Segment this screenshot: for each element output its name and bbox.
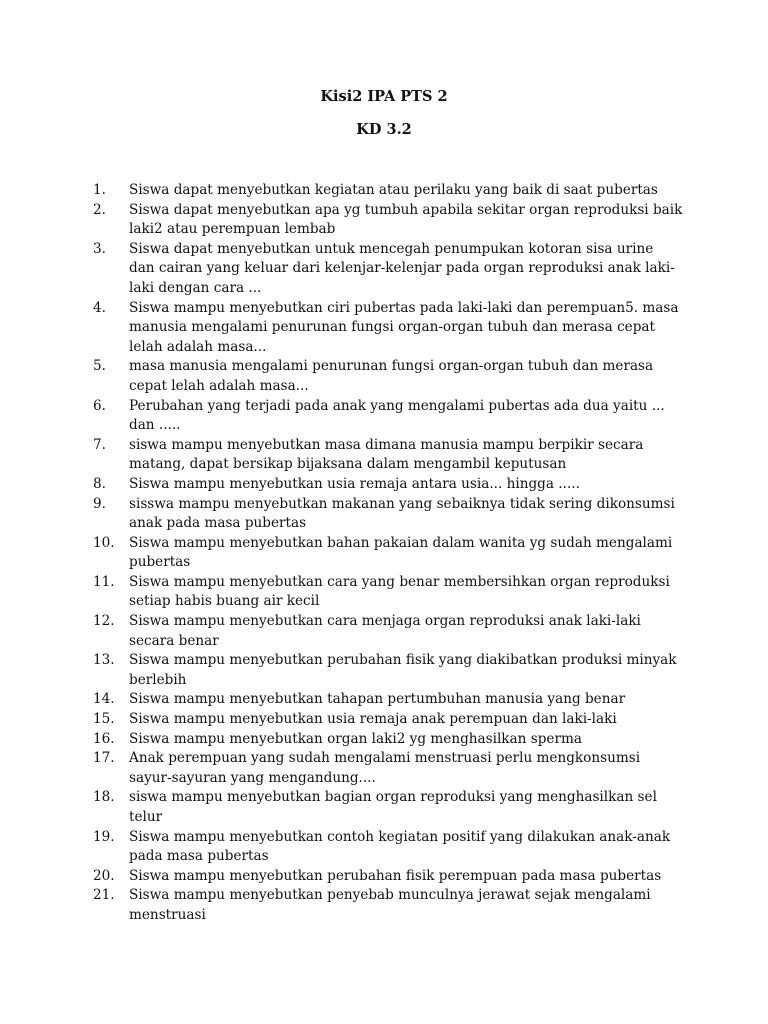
item-number: 21. — [93, 887, 115, 904]
item-text: siswa mampu menyebutkan masa dimana manusia mampu berpikir secara matang, dapat bersikap bijaksana dalam mengambil keputusan — [129, 436, 644, 473]
item-number: 19. — [93, 828, 115, 845]
item-text: Siswa dapat menyebutkan apa yg tumbuh apabila sekitar organ reproduksi baik laki2 atau perempuan lembab — [129, 201, 683, 238]
item-text: Siswa dapat menyebutkan kegiatan atau perilaku yang baik di saat pubertas — [129, 182, 658, 198]
item-number: 7. — [93, 436, 106, 453]
list-item — [93, 573, 683, 612]
item-number: 15. — [93, 711, 115, 728]
item-text: Siswa mampu menyebutkan perubahan fisik yang diakibatkan produksi minyak berlebih — [129, 652, 677, 688]
item-text: Siswa mampu menyebutkan ciri pubertas pada laki-laki dan perempuan5. masa manusia mengalami penurunan fungsi organ-organ tubuh dan merasa cepat lelah adalah masa... — [129, 299, 679, 355]
list-item — [93, 475, 683, 495]
item-number: 2. — [93, 201, 106, 218]
item-text: Siswa mampu menyebutkan usia remaja antara usia... hingga ..... — [129, 475, 580, 492]
list-item — [93, 749, 683, 788]
item-text: Siswa mampu menyebutkan tahapan pertumbuhan manusia yang benar — [129, 691, 626, 708]
item-number: 5. — [93, 358, 106, 375]
list-item — [93, 299, 683, 358]
list-item — [93, 436, 683, 475]
item-text: Siswa mampu menyebutkan contoh kegiatan positif yang dilakukan anak-anak pada masa pubertas — [129, 828, 671, 865]
item-number: 6. — [93, 397, 106, 414]
item-text: Siswa mampu menyebutkan organ laki2 yg menghasilkan sperma — [129, 730, 582, 747]
item-text: siswa mampu menyebutkan bagian organ reproduksi yang menghasilkan sel telur — [129, 789, 657, 825]
item-text: Siswa mampu menyebutkan usia remaja anak perempuan dan laki-laki — [129, 711, 617, 728]
title-text: Kisi2 IPA PTS 2 — [320, 88, 448, 105]
item-number: 14. — [93, 691, 115, 708]
page-subtitle — [0, 120, 768, 140]
item-number: 12. — [93, 613, 115, 630]
item-text: Perubahan yang terjadi pada anak yang mengalami pubertas ada dua yaitu ... dan ..... — [129, 397, 665, 434]
list-item — [93, 886, 683, 925]
item-number: 10. — [93, 534, 115, 551]
list-item — [93, 828, 683, 867]
item-text: Siswa mampu menyebutkan cara menjaga organ reproduksi anak laki-laki secara benar — [129, 613, 641, 649]
item-number: 20. — [93, 867, 115, 884]
item-text: sisswa mampu menyebutkan makanan yang sebaiknya tidak sering dikonsumsi anak pada masa pubertas — [129, 495, 675, 532]
item-text: masa manusia mengalami penurunan fungsi organ-organ tubuh dan merasa cepat lelah adalah masa... — [129, 358, 654, 394]
list-item — [93, 534, 683, 573]
item-text: Siswa mampu menyebutkan cara yang benar membersihkan organ reproduksi setiap habis buang air kecil — [129, 573, 670, 610]
list-item — [93, 690, 683, 710]
item-text: Siswa mampu menyebutkan bahan pakaian dalam wanita yg sudah mengalami pubertas — [129, 534, 673, 571]
item-number: 18. — [93, 789, 115, 806]
list-item — [93, 788, 683, 827]
list-item — [93, 867, 683, 887]
item-number: 4. — [93, 299, 106, 316]
subtitle-text: KD 3.2 — [356, 121, 412, 138]
list-item — [93, 495, 683, 534]
list-item — [93, 357, 683, 396]
list-item — [93, 201, 683, 240]
list-item — [93, 710, 683, 730]
list-item — [93, 730, 683, 750]
item-number: 3. — [93, 240, 106, 257]
item-text: Anak perempuan yang sudah mengalami menstruasi perlu mengkonsumsi sayur-sayuran yang mengandung.... — [129, 750, 641, 786]
item-text: Siswa mampu menyebutkan penyebab munculnya jerawat sejak mengalami menstruasi — [129, 887, 651, 923]
list-item — [93, 612, 683, 651]
list-item — [93, 651, 683, 690]
item-number: 8. — [93, 475, 106, 492]
list-item — [93, 181, 683, 201]
page-title — [0, 87, 768, 107]
item-text: Siswa dapat menyebutkan untuk mencegah penumpukan kotoran sisa urine dan cairan yang keluar dari kelenjar-kelenjar pada organ reproduksi anak laki-laki dengan cara ... — [129, 240, 675, 296]
item-number: 17. — [93, 750, 115, 767]
item-number: 13. — [93, 652, 115, 669]
item-number: 9. — [93, 495, 106, 512]
item-number: 1. — [93, 182, 106, 198]
list-item — [93, 397, 683, 436]
item-number: 11. — [93, 573, 115, 590]
item-text: Siswa mampu menyebutkan perubahan fisik perempuan pada masa pubertas — [129, 867, 662, 884]
item-number: 16. — [93, 730, 115, 747]
list-item — [93, 240, 683, 299]
numbered-list — [93, 181, 683, 926]
